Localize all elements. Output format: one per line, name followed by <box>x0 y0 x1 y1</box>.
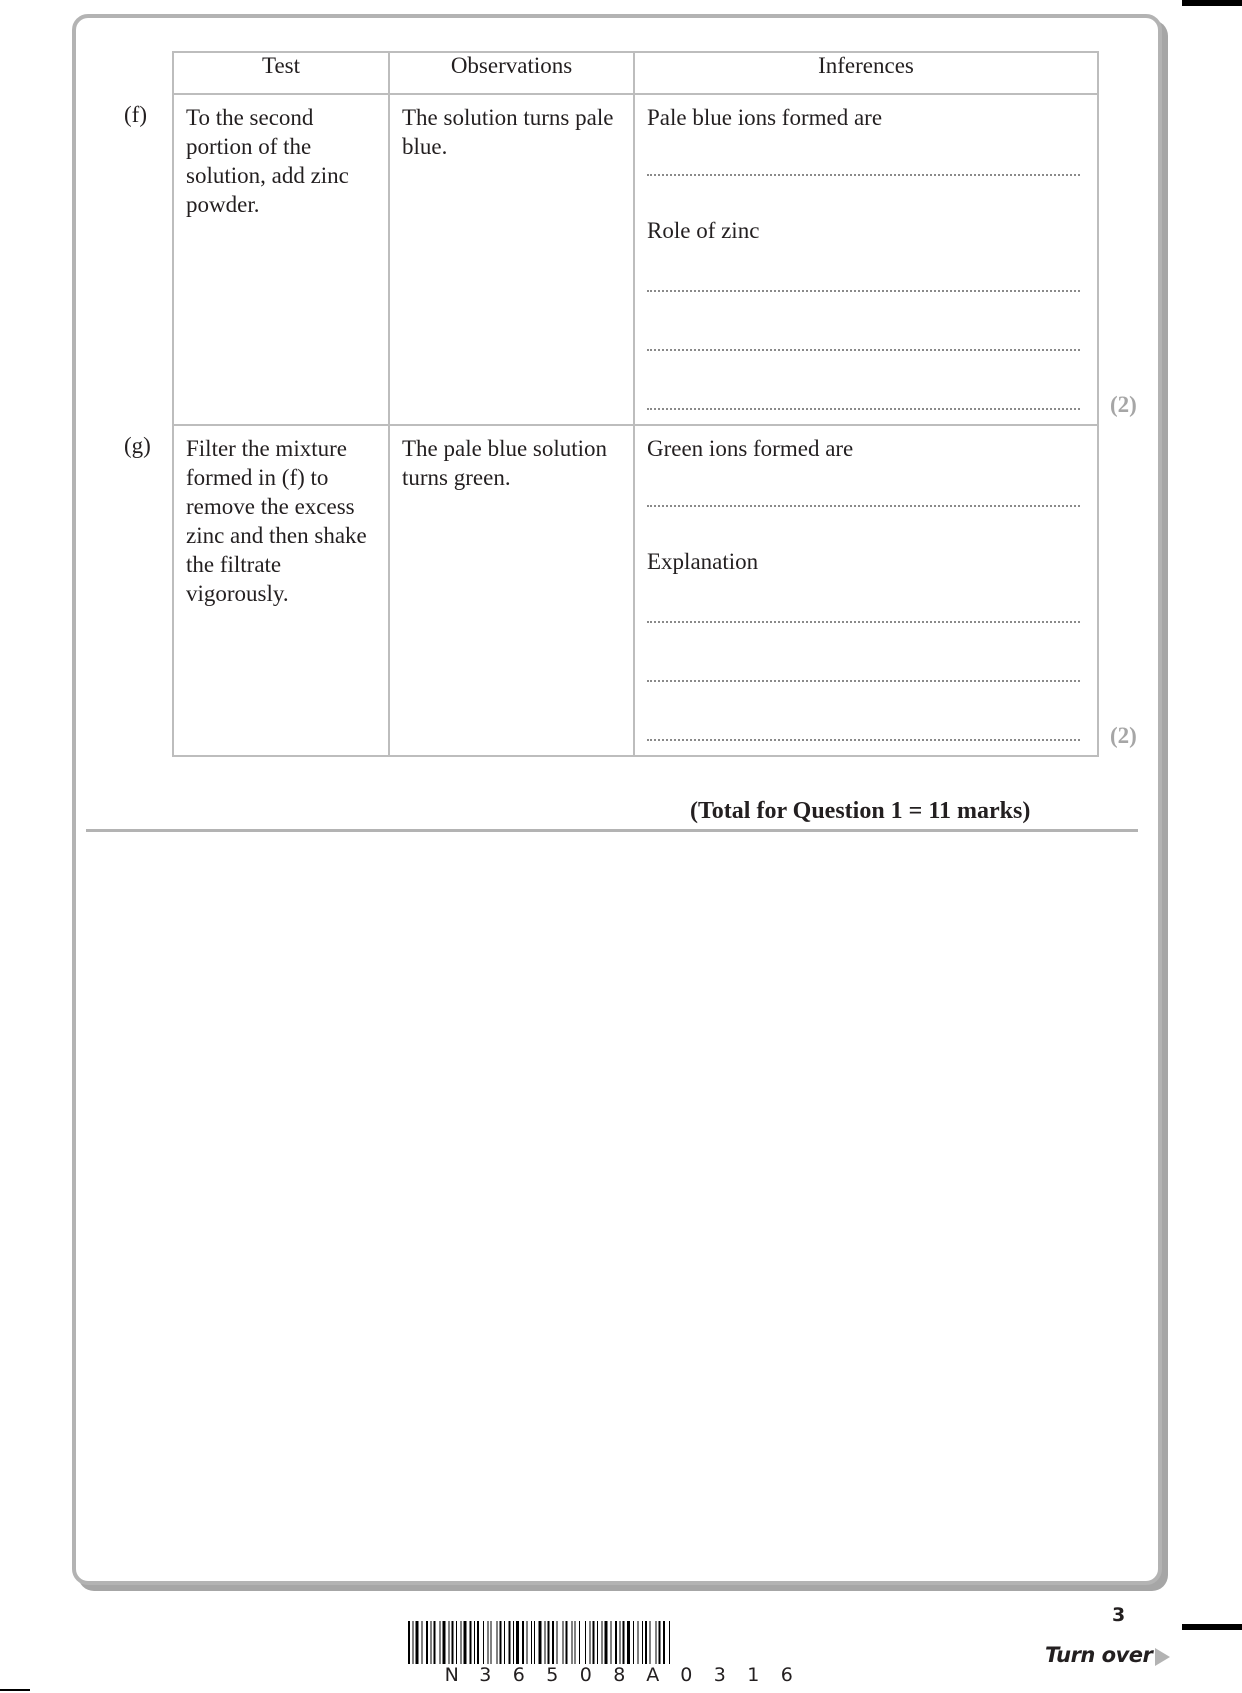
barcode-char: 0 <box>579 1664 592 1686</box>
barcode-bar <box>491 1621 492 1664</box>
barcode-char: A <box>646 1664 660 1686</box>
barcode <box>408 1621 842 1664</box>
question-end-rule <box>86 829 1138 832</box>
barcode-bar <box>579 1621 580 1664</box>
inference-cell-f <box>634 94 1098 425</box>
barcode-char: 1 <box>747 1664 760 1686</box>
barcode-bar <box>663 1621 665 1664</box>
corner-mark-bottom-right <box>1182 1624 1242 1630</box>
barcode-bar <box>602 1621 603 1664</box>
barcode-bar <box>557 1621 558 1664</box>
inference-prompt-ions-f: Pale blue ions formed are <box>647 105 883 130</box>
barcode-bar <box>477 1621 479 1664</box>
barcode-bar <box>650 1621 651 1664</box>
barcode-bar <box>488 1621 489 1664</box>
barcode-bar <box>534 1621 535 1664</box>
barcode-bar <box>659 1621 661 1664</box>
barcode-bar <box>431 1621 432 1664</box>
table-row-g <box>173 425 1098 756</box>
barcode-char: 5 <box>546 1664 559 1686</box>
barcode-bar <box>531 1621 532 1664</box>
barcode-bar <box>408 1621 410 1664</box>
barcode-char: 6 <box>780 1664 793 1686</box>
barcode-char: 3 <box>479 1664 492 1686</box>
barcode-bar <box>500 1621 502 1664</box>
barcode-bar <box>645 1621 647 1664</box>
turn-over-label: Turn over <box>1045 1643 1153 1667</box>
barcode-bar <box>611 1621 612 1664</box>
barcode-bar <box>545 1621 546 1664</box>
barcode-bar <box>527 1621 528 1664</box>
corner-mark-top-right <box>1182 0 1242 6</box>
barcode-bar <box>548 1621 550 1664</box>
barcode-text <box>435 1664 804 1686</box>
barcode-char: 6 <box>512 1664 525 1686</box>
marks-f: (2) <box>1110 392 1137 417</box>
barcode-bar <box>623 1621 625 1664</box>
answer-line-g-2[interactable] <box>647 621 1080 623</box>
barcode-bar <box>464 1621 467 1664</box>
barcode-char: 8 <box>613 1664 626 1686</box>
barcode-bar <box>422 1621 423 1664</box>
barcode-bar <box>483 1621 484 1664</box>
answer-line-f-1[interactable] <box>647 174 1080 176</box>
barcode-bar <box>497 1621 498 1664</box>
inference-cell-g <box>634 425 1098 756</box>
barcode-bar <box>642 1621 643 1664</box>
barcode-bar <box>656 1621 657 1664</box>
barcode-bar <box>552 1621 554 1664</box>
test-observation-inference-table <box>172 51 1099 757</box>
barcode-bar <box>593 1621 595 1664</box>
barcode-bar <box>597 1621 598 1664</box>
barcode-bar <box>509 1621 511 1664</box>
header-observations: Observations <box>389 52 634 94</box>
answer-line-f-2[interactable] <box>647 290 1080 292</box>
barcode-bar <box>470 1621 472 1664</box>
barcode-bar <box>575 1621 576 1664</box>
barcode-bar <box>513 1621 514 1664</box>
test-cell-f: To the second portion of the solution, add zinc powder. <box>173 94 389 425</box>
barcode-bar <box>605 1621 608 1664</box>
barcode-bar <box>563 1621 564 1664</box>
barcode-bar <box>627 1621 630 1664</box>
barcode-char: N <box>444 1664 459 1686</box>
barcode-bar <box>539 1621 542 1664</box>
corner-mark-bottom-left <box>0 1689 30 1691</box>
barcode-bar <box>638 1621 639 1664</box>
question-total: (Total for Question 1 = 11 marks) <box>690 798 1031 824</box>
page-number: 3 <box>1112 1604 1126 1626</box>
barcode-bar <box>456 1621 457 1664</box>
test-cell-g: Filter the mixture formed in (f) to remove the excess zinc and then shake the filtrate vigorously. <box>173 425 389 756</box>
answer-line-f-3[interactable] <box>647 349 1080 351</box>
barcode-bar <box>620 1621 621 1664</box>
barcode-bar <box>504 1621 505 1664</box>
barcode-bar <box>440 1621 441 1664</box>
answer-line-g-3[interactable] <box>647 680 1080 682</box>
observation-cell-f: The solution turns pale blue. <box>389 94 634 425</box>
answer-line-f-4[interactable] <box>647 408 1080 410</box>
barcode-bar <box>443 1621 446 1664</box>
table-row-f <box>173 94 1098 425</box>
barcode-bar <box>572 1621 573 1664</box>
barcode-bar <box>474 1621 475 1664</box>
answer-line-g-4[interactable] <box>647 739 1080 741</box>
barcode-bar <box>522 1621 524 1664</box>
barcode-bar <box>461 1621 462 1664</box>
inference-prompt-explanation-g: Explanation <box>647 549 759 574</box>
barcode-bar <box>585 1621 586 1664</box>
inference-prompt-ions-g: Green ions formed are <box>647 436 854 461</box>
barcode-bar <box>590 1621 591 1664</box>
barcode-bar <box>669 1621 670 1664</box>
header-test: Test <box>173 52 389 94</box>
part-label-f: (f) <box>124 102 147 127</box>
part-label-g: (g) <box>124 433 151 458</box>
turn-over-arrow-icon <box>1155 1648 1170 1666</box>
table-header-row <box>173 52 1098 94</box>
barcode-bar <box>633 1621 634 1664</box>
barcode-bar <box>516 1621 519 1664</box>
barcode-bar <box>416 1621 419 1664</box>
marks-g: (2) <box>1110 723 1137 748</box>
barcode-bar <box>426 1621 428 1664</box>
barcode-bar <box>566 1621 568 1664</box>
header-inferences: Inferences <box>634 52 1098 94</box>
inference-prompt-role-f: Role of zinc <box>647 218 760 243</box>
answer-line-g-1[interactable] <box>647 505 1080 507</box>
observation-cell-g: The pale blue solution turns green. <box>389 425 634 756</box>
barcode-bar <box>413 1621 414 1664</box>
barcode-bar <box>449 1621 450 1664</box>
barcode-bar <box>452 1621 454 1664</box>
barcode-char: 3 <box>713 1664 726 1686</box>
barcode-bar <box>615 1621 617 1664</box>
barcode-char: 0 <box>680 1664 693 1686</box>
barcode-bar <box>434 1621 436 1664</box>
